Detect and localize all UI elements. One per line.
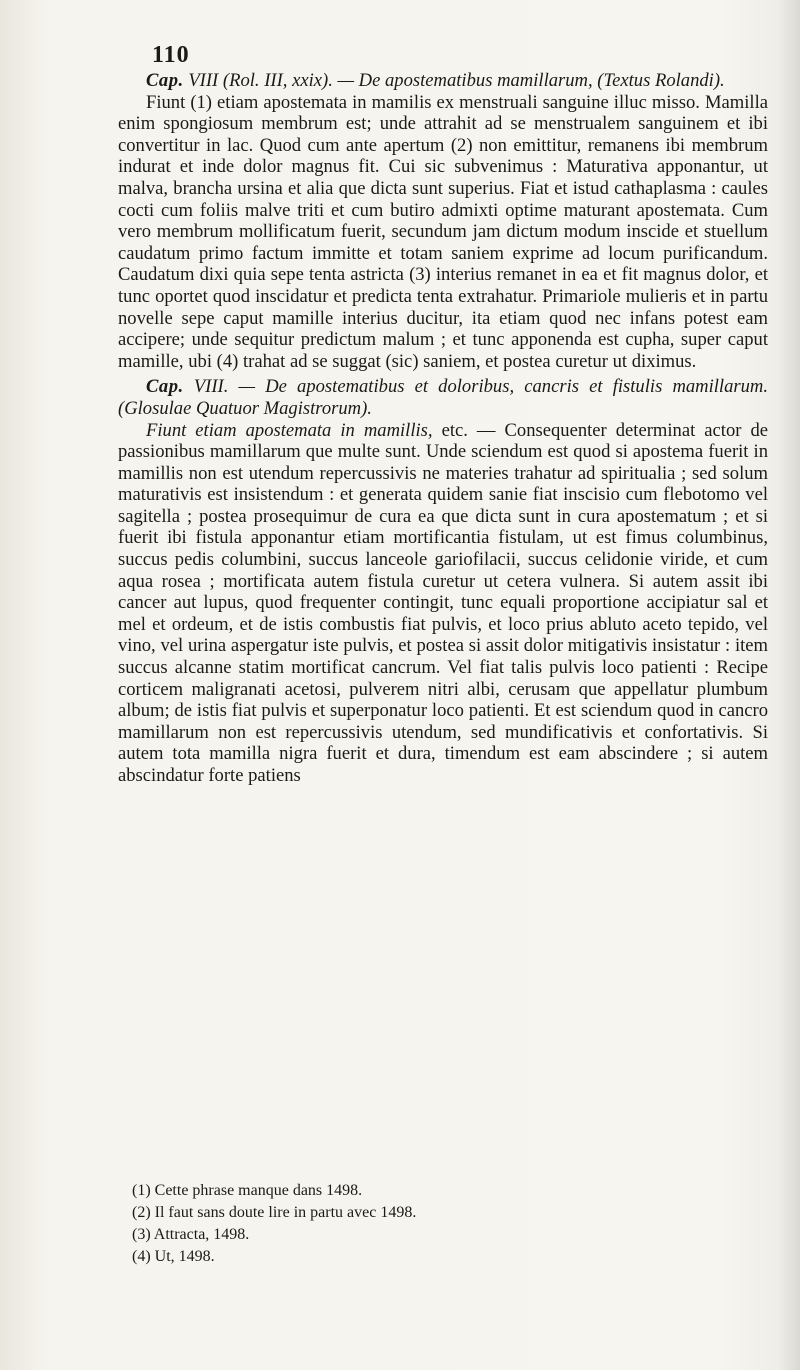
- paragraph-1: Fiunt (1) etiam apostemata in mamilis ex menstruali sanguine illuc misso. Mamilla enim spongiosum membrum est; unde attrahit ad se menstrualem sanguinem et ibi convertitur in lac. Quod cum ante apertum (2) non emittitur, remanens ibi membrum indurat et inde dolor magnus fit. Cui sic subvenimus : Maturativa apponantur, ut malva, brancha ursina et alia que dicta sunt superius. Fiat et istud cathaplasma : caules cocti cum foliis malve triti et cum butiro admixti optime maturant apostemata. Cum vero membrum mollificatum fuerit, secundum jam dictum modum inscide et stuellum caudatum primo factum immitte et totam saniem exprime ad locum purificandum. Caudatum dixi quia sepe tenta astricta (3) interius remanet in ea et fit magnus dolor, et tunc oportet quod inscidatur et predicta tenta extrahatur. Primariole mulieris et in partu novelle sepe caput mamille interius ducitur, ita etiam quod nec infans potest eam accipere; unde sequitur predictum malum ; et tunc apponenda est cupha, super caput mamille, ubi (4) trahat ad se suggat (sic) saniem, et postea curetur ut diximus.: [118, 91, 768, 372]
- footnote-4: (4) Ut, 1498.: [132, 1248, 215, 1265]
- footnote-1: (1) Cette phrase manque dans 1498.: [132, 1182, 363, 1199]
- main-text: [118, 70, 768, 787]
- footnote-3: (3) Attracta, 1498.: [132, 1226, 250, 1243]
- chapter-heading-text: VIII (Rol. III, xxix). — De apostematibus mamillarum, (Textus Rolandi).: [188, 70, 725, 91]
- page-gutter-shadow: [778, 0, 800, 1370]
- chapter-label: Cap.: [146, 70, 184, 91]
- lead-quotation: Fiunt etiam apostemata in mamillis,: [146, 419, 433, 441]
- paragraph-2: [118, 420, 768, 787]
- footnote-2: (2) Il faut sans doute lire in partu avec 1498.: [132, 1204, 417, 1221]
- chapter-heading-text: VIII. — De apostematibus et doloribus, cancris et fistulis mamillarum. (Glosulae Quatuor Magistrorum).: [118, 376, 768, 419]
- footnotes: [132, 1180, 732, 1268]
- chapter-heading-2: [118, 376, 768, 419]
- page-number: 110: [152, 42, 190, 68]
- paragraph-2-body: etc. — Consequenter determinat actor de passionibus mamillarum que multe sunt. Unde sciendum est quod si apostema fuerit in mamillis non est utendum repercussivis ne materies trahatur ad spiritualia ; sed solum maturativis est insistendum : et generata quidem sanie fiat inscisio cum flebotomo vel sagitella ; postea prosequimur de cura ea que dicta sunt in cura apostematum ; et si fuerit ibi fistula apponantur etiam mortificantia fistulam, ut est fimus columbinus, succus pedis columbini, succus lanceole gariofilacii, succus celidonie viride, et cum aqua rosea ; mortificata autem fistula curetur ut cetera vulnera. Si autem assit ibi cancer aut lupus, quod frequenter contingit, tunc equali proportione accipiatur sal et mel et ordeum, et de istis combustis fiat pulvis, et loco prius abluto aceto tepido, vel vino, vel urina aspergatur iste pulvis, et postea si assit dolor mitigativis insistatur : item succus alcanne statim mortificat cancrum. Vel fiat talis pulvis loco patienti : Recipe corticem maligranati acetosi, pulverem nitri albi, cerusam que appellatur plumbum album; de istis fiat pulvis et superponatur loco patienti. Et est sciendum quod in cancro mamillarum non est repercussivis utendum, sed mundificativis et confortativis. Si autem tota mamilla nigra fuerit et dura, timendum est eam abscindere ; si autem abscindatur forte patiens: [118, 419, 768, 786]
- chapter-heading-1: [118, 70, 768, 92]
- chapter-label: Cap.: [146, 376, 184, 398]
